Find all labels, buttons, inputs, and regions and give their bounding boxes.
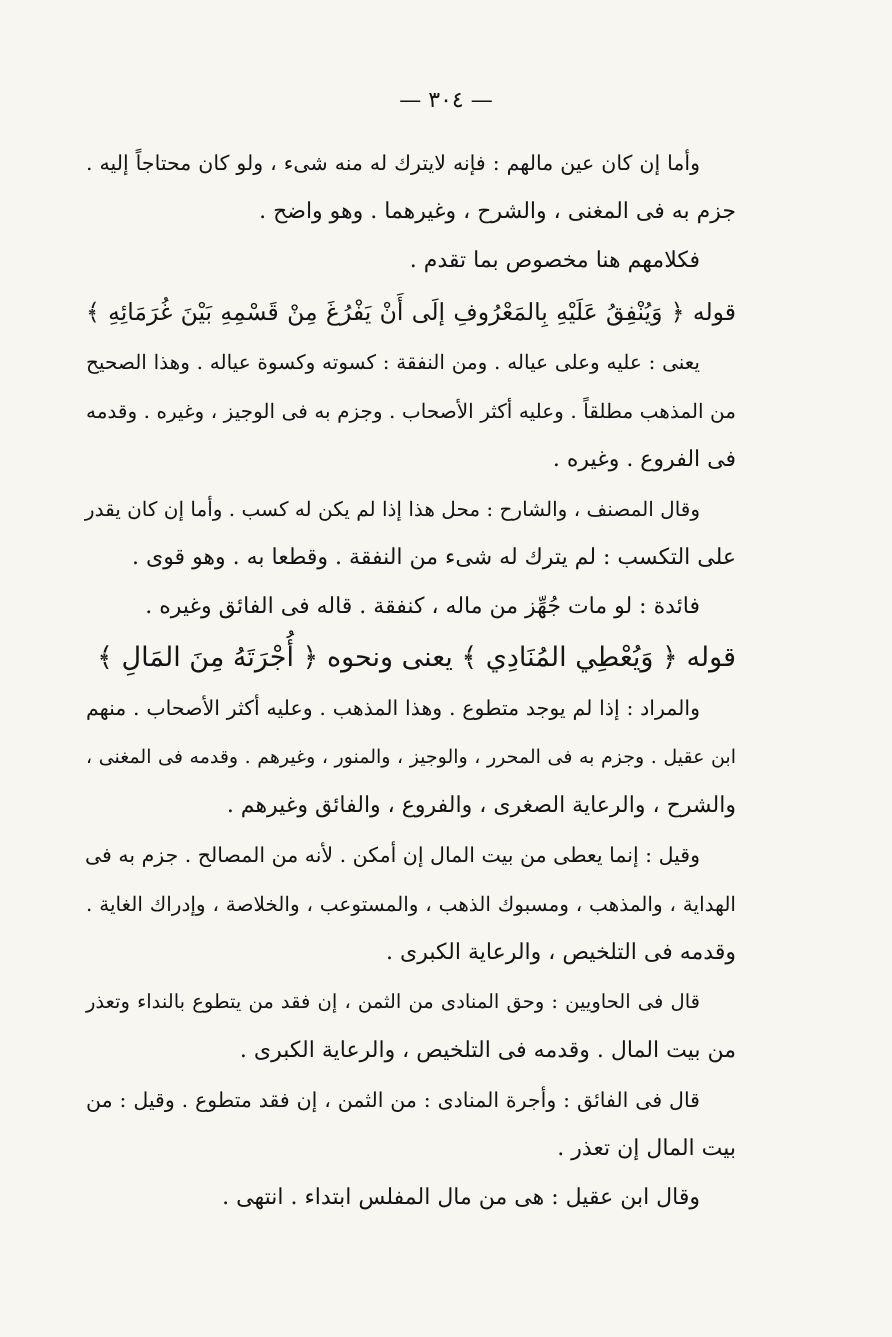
text-line: على التكسب : لم يترك له شىء من النفقة . وقطعا به . وهو قوى . — [131, 545, 736, 570]
text-line: قال فى الحاويين : وحق المنادى من الثمن ، إن فقد من يتطوع بالنداء وتعذر — [86, 990, 700, 1013]
text-line: وأما إن كان عين مالهم : فإنه لايترك له منه شىء ، ولو كان محتاجاً إليه . — [86, 151, 700, 175]
text-line: قال فى الفائق : وأجرة المنادى : من الثمن ، إن فقد متطوع . وقيل : من — [86, 1088, 700, 1112]
text-line: جزم به فى المغنى ، والشرح ، وغيرهما . وهو واضح . — [259, 199, 736, 224]
text-line: فى الفروع . وغيره . — [552, 447, 736, 472]
text-line: ابن عقيل . وجزم به فى المحرر ، والوجيز ، والمنور ، وغيرهم . وقدمه فى المغنى ، — [86, 746, 736, 768]
text-line: وقدمه فى التلخيص ، والرعاية الكبرى . — [386, 940, 736, 965]
text-line: وقال المصنف ، والشارح : محل هذا إذا لم يكن له كسب . وأما إن كان يقدر — [84, 497, 700, 521]
text-line: والمراد : إذا لم يوجد متطوع . وهذا المذهب . وعليه أكثر الأصحاب . منهم — [86, 696, 700, 720]
page-number: — ٣٠٤ — — [399, 88, 493, 113]
text-line: بيت المال إن تعذر . — [557, 1136, 736, 1161]
text-line: وقال ابن عقيل : هى من مال المفلس ابتداء . انتهى . — [222, 1185, 700, 1210]
text-line: فكلامهم هنا مخصوص بما تقدم . — [409, 248, 700, 273]
section-heading: قوله ﴿ وَيُنْفِقُ عَلَيْهِ بِالمَعْرُوفِ إلَى أَنْ يَفْرُغَ مِنْ قَسْمِهِ بَيْنَ غُرَمَائِهِ ﴾ — [86, 298, 736, 326]
note-line: فائدة : لو مات جُهِّز من ماله ، كنفقة . قاله فى الفائق وغيره . — [145, 594, 700, 619]
text-line: يعنى : عليه وعلى عياله . ومن النفقة : كسوته وكسوة عياله . وهذا الصحيح — [86, 350, 700, 374]
text-line: الهداية ، والمذهب ، ومسبوك الذهب ، والمستوعب ، والخلاصة ، وإدراك الغاية . — [86, 892, 736, 916]
text-line: من بيت المال . وقدمه فى التلخيص ، والرعاية الكبرى . — [239, 1038, 736, 1063]
section-heading: قوله ﴿ وَيُعْطِي المُنَادِي ﴾ يعنى ونحوه ﴿ أُجْرَتَهُ مِنَ المَالِ ﴾ — [97, 642, 736, 673]
body-text — [86, 150, 736, 1234]
text-line: وقيل : إنما يعطى من بيت المال إن أمكن . لأنه من المصالح . جزم به فى — [84, 843, 700, 867]
text-line: من المذهب مطلقاً . وعليه أكثر الأصحاب . وجزم به فى الوجيز ، وغيره . وقدمه — [86, 399, 736, 423]
text-line: والشرح ، والرعاية الصغرى ، والفروع ، والفائق وغيرهم . — [226, 793, 736, 818]
